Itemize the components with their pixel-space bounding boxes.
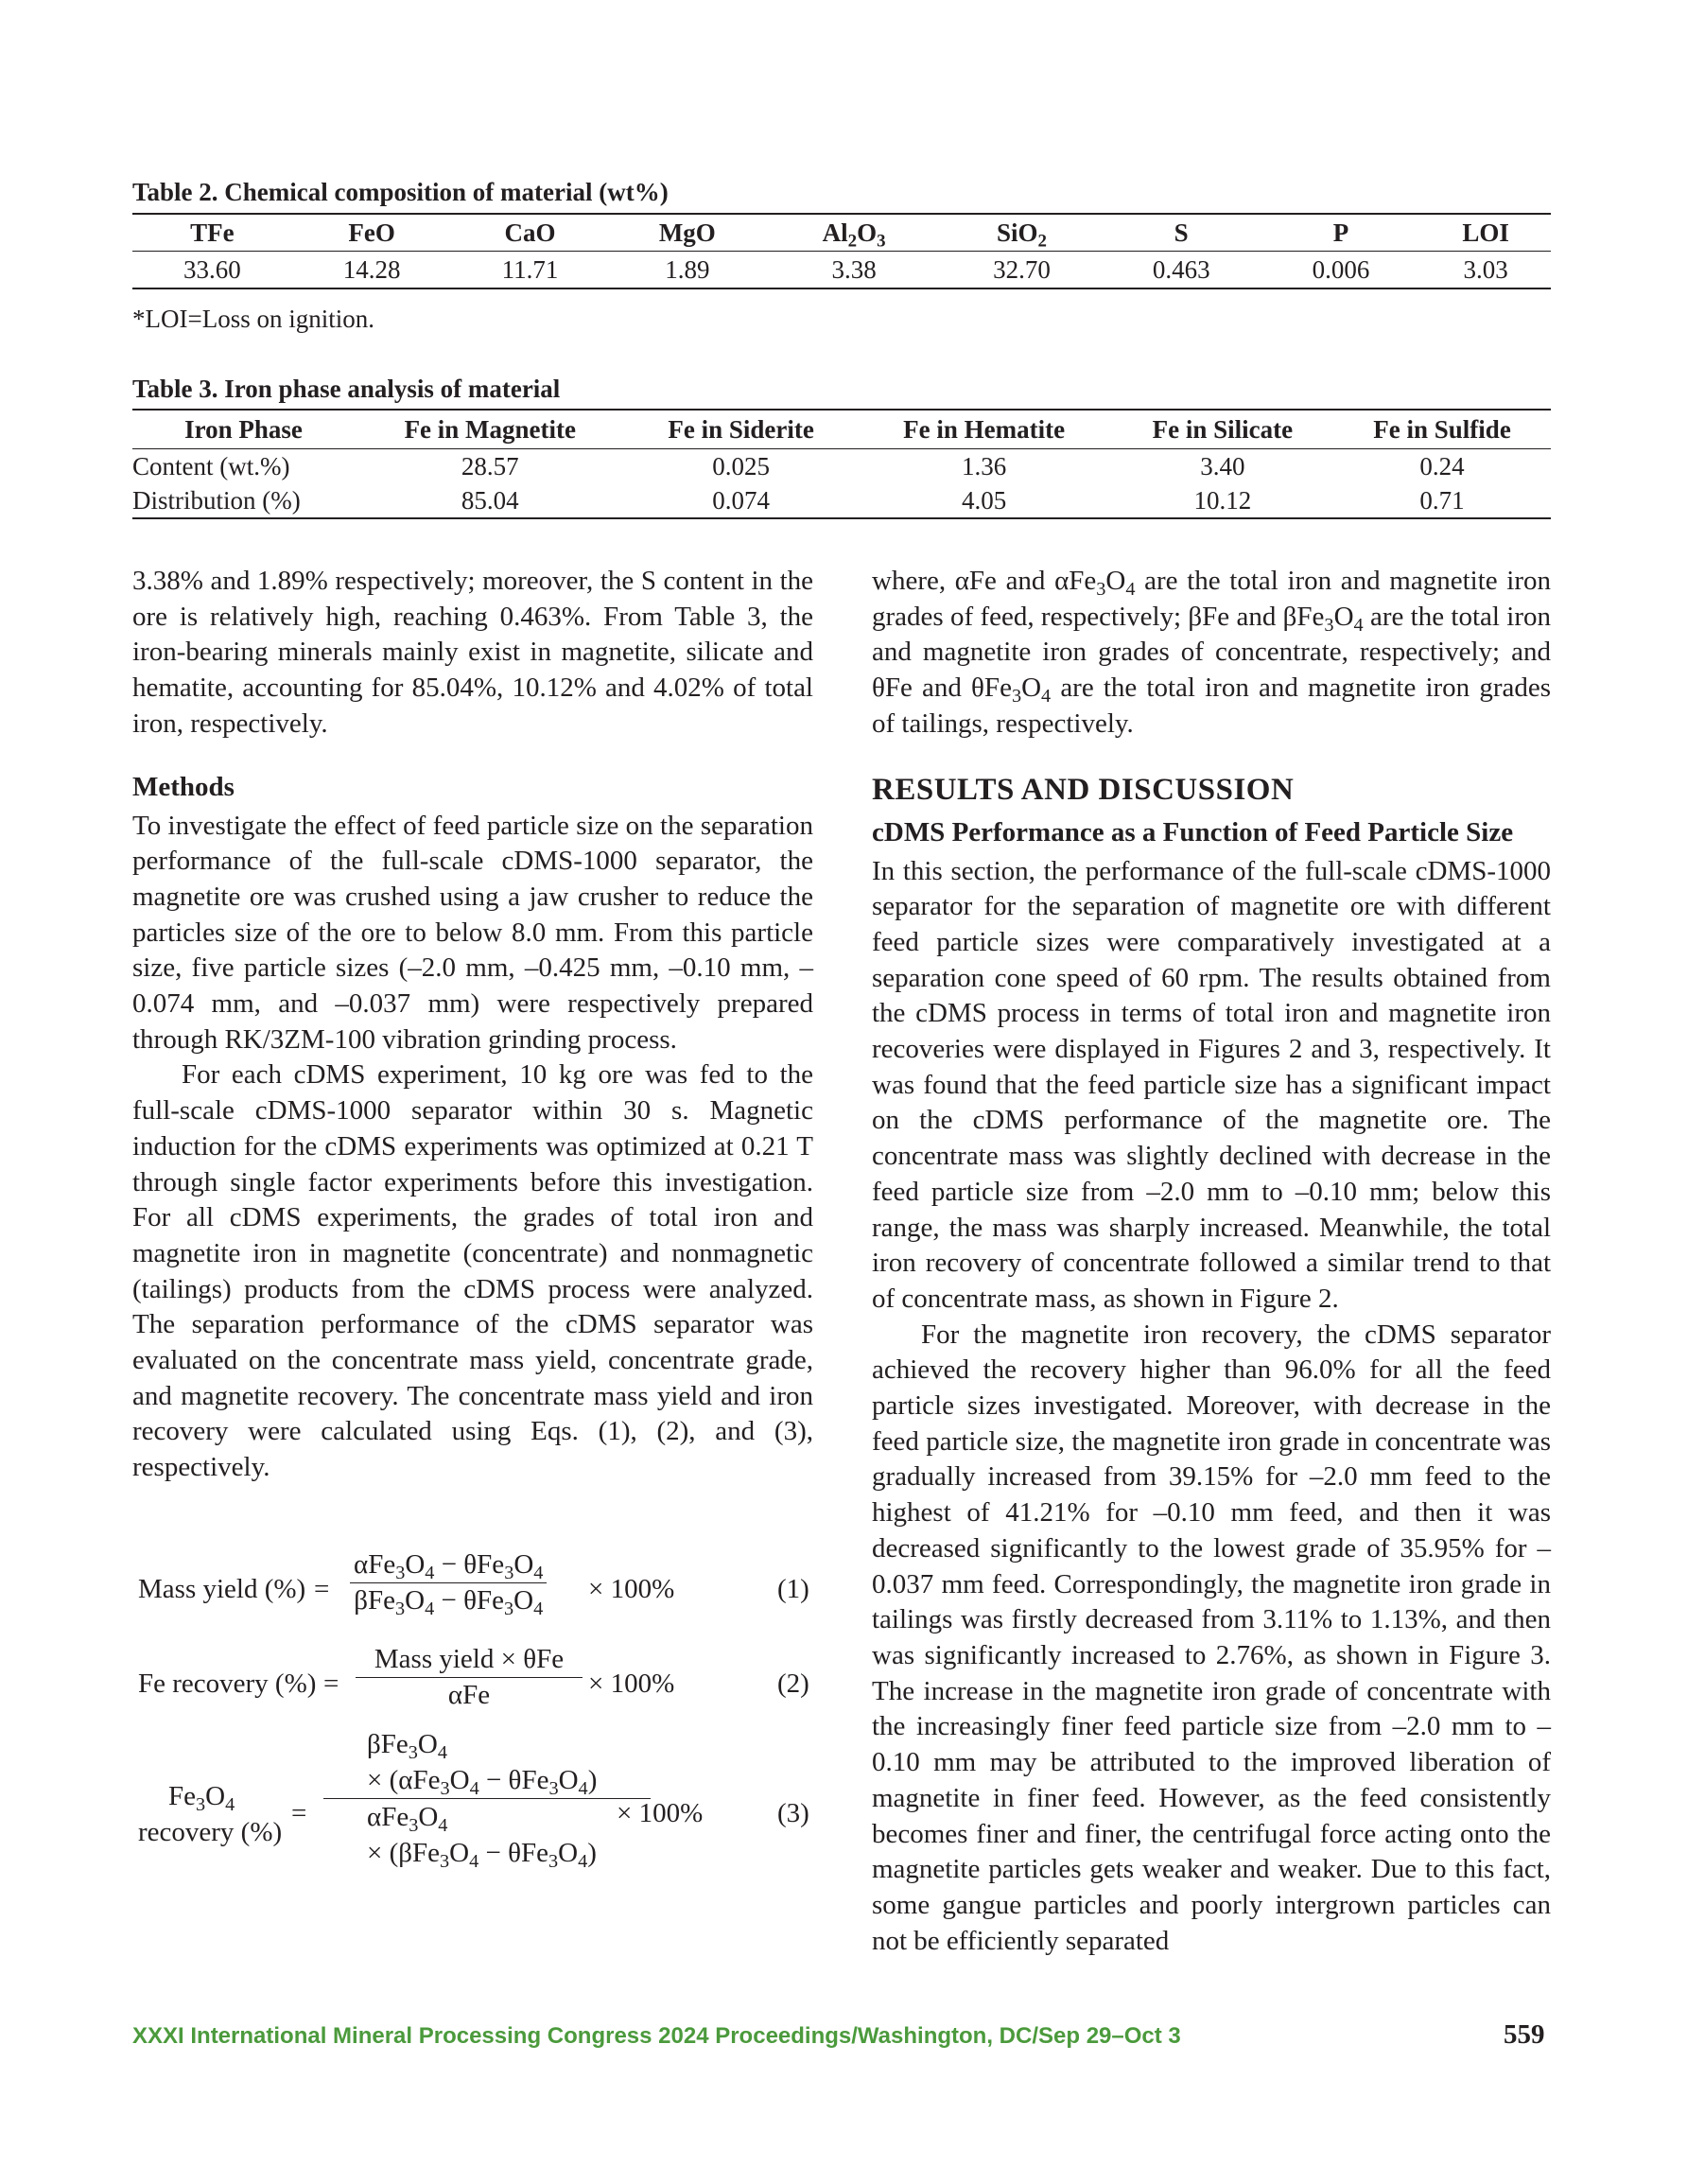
table2-cell: 14.28 [342,254,401,284]
table2-header-row [132,214,1551,252]
footer-text: XXXI International Mineral Processing Congress 2024 Proceedings/Washington, DC/Sep 29–Oct 3 [132,2023,1181,2049]
eq2-denominator: αFe [447,1680,491,1710]
equation-3 [138,1726,813,1906]
table3-cell: Content (wt.%) [132,451,290,480]
eq1-equals: = [314,1574,330,1604]
paragraph: For the magnetite iron recovery, the cDMS separator achieved the recovery higher than 96.0% for all the feed particle sizes investigated. Moreover, with decrease in the feed particle size, the magnetite iron grade in concentrate was gradually increased from 39.15% for –2.0 mm feed to the highest of 41.21% for –0.10 mm feed, and then it was decreased significantly to the lowest grade of 35.95% for –0.037 mm feed. Correspondingly, the magnetite iron grade in tailings was firstly decreased from 3.11% to 1.13%, and then was significantly increased to 2.76%, as shown in Figure 3. The increase in the magnetite iron grade of concentrate with the increasingly finer feed particle size from –2.0 mm to –0.10 mm may be attributed to the improved liberation of magnetite in finer feed. However, as the feed consistently becomes finer and finer, the centrifugal force acting onto the magnetite particles gets weaker and weaker. Due to this fact, some gangue particles and poorly intergrown particles can not be efficiently separated [872,1319,1551,1956]
table2 [132,213,1551,289]
table3-row [132,483,1551,518]
methods-heading: Methods [132,771,235,802]
table3 [132,409,1551,519]
eq3-den-line1: $\alpha Fe_3O_4$ [367,1802,448,1837]
eq2-numerator: Mass yield × θFe [356,1644,583,1678]
paragraph: In this section, the performance of the full-scale cDMS-1000 separator for the separation of magnetite ore with different feed particle sizes were comparatively investigated at a separation cone speed of 60 rpm. The results obtained from the cDMS process in terms of total iron and magnetite iron recoveries were displayed in Figures 2 and 3, respectively. It was found that the feed particle size has a significant impact on the cDMS performance of the magnetite ore. The concentrate mass was slightly declined with decrease in the feed particle size from –2.0 mm to –0.10 mm; below this range, the mass was sharply increased. Meanwhile, the total iron recovery of concentrate followed a similar trend to that of concentrate mass, as shown in Figure 2. [872,855,1551,1314]
table3-cell: 0.025 [712,451,770,480]
eq2-label: Fe recovery (%) [138,1669,317,1699]
table2-header: $Al_2O_3$ [766,214,942,252]
eq3-num-line1: $\beta Fe_3O_4$ [367,1729,447,1764]
eq1-number: (1) [777,1574,809,1604]
table2-cell: 0.006 [1312,254,1370,284]
eq2-equals: = [323,1669,339,1699]
table2-header: P [1261,214,1421,252]
eq3-number: (3) [777,1798,809,1828]
table2-caption: Table 2. Chemical composition of material (wt%) [132,178,669,206]
table3-header: Fe in Hematite [857,410,1112,449]
table3-cell: 28.57 [461,451,519,480]
table3-cell: 3.40 [1200,451,1245,480]
table2-cell: 11.71 [501,254,559,284]
table3-cell: 1.36 [961,451,1007,480]
table3-header: Fe in Siderite [626,410,857,449]
eq2-fraction [356,1644,583,1711]
paragraph: 3.38% and 1.89% respectively; moreover, the S content in the ore is relatively high, reaching 0.463%. From Table 3, the iron-bearing minerals mainly exist in magnetite, silicate and hematite, accounting for 85.04%, 10.12% and 4.02% of total iron, respectively. [132,566,813,739]
table2-cell: 1.89 [665,254,710,284]
eq1-fraction [350,1549,547,1620]
equation-2 [138,1644,813,1729]
eq3-den-line2: × $(\beta Fe_3O_4 - \theta Fe_3O_4)$ [367,1838,597,1873]
table2-note: *LOI=Loss on ignition. [132,305,374,333]
equation-1 [138,1549,813,1634]
table3-header-row [132,410,1551,449]
eq1-numerator: $\alpha Fe_3O_4 - \theta Fe_3O_4$ [350,1549,547,1583]
table3-header: Fe in Sulfide [1333,410,1551,449]
eq1-mult: × 100% [588,1574,675,1604]
table2-cell: 0.463 [1152,254,1210,284]
table2-cell: 32.70 [993,254,1051,284]
table2-header: MgO [608,214,766,252]
eq1-label: Mass yield (%) [138,1574,306,1604]
table2-header: CaO [452,214,609,252]
table2-row [132,252,1551,289]
left-column [132,564,813,1486]
right-column [872,564,1551,1959]
table2-header: S [1102,214,1261,252]
table2-cell: 3.38 [831,254,877,284]
table3-cell: 0.71 [1419,485,1465,515]
eq3-num-line2: × $(\alpha Fe_3O_4 - \theta Fe_3O_4)$ [323,1762,651,1799]
table2-header: SiO$_2$ [942,214,1102,252]
eq3-mult: × 100% [617,1798,704,1828]
table3-cell: 85.04 [461,485,519,515]
results-heading: RESULTS AND DISCUSSION [872,772,1295,807]
page-number: 559 [1504,2019,1545,2050]
eq3-equals: = [291,1798,307,1828]
table2-cell: 33.60 [183,254,241,284]
paragraph: where, αFe and $\alpha Fe_3O_4$ are the total iron and magnetite iron grades of feed, respectively; βFe and $\beta Fe_3O_4$ are the total iron and magnetite iron grades of concentrate, respectively; and θFe and $\theta Fe_3O_4$ are the total iron and magnetite iron grades of tailings, respectively. [872,566,1552,739]
table3-header: Iron Phase [132,410,355,449]
table3-cell: 0.074 [712,485,770,515]
table3-row [132,449,1551,484]
section-subheading: cDMS Performance as a Function of Feed Particle Size [872,816,1514,847]
table3-caption: Table 3. Iron phase analysis of material [132,375,561,403]
table2-header: LOI [1420,214,1551,252]
table3-cell: 0.24 [1419,451,1465,480]
eq1-denominator: $\beta Fe_3O_4 - \theta Fe_3O_4$ [354,1585,544,1620]
table3-header: Fe in Magnetite [355,410,626,449]
paragraph: For each cDMS experiment, 10 kg ore was fed to the full-scale cDMS-1000 separator within 30 s. Magnetic induction for the cDMS experiments was optimized at 0.21 T through single factor experiments before this investigation. For all cDMS experiments, the grades of total iron and magnetite iron in magnetite (concentrate) and nonmagnetic (tailings) products from the cDMS process were analyzed. The separation performance of the cDMS separator was evaluated on the concentrate mass yield, concentrate grade, and magnetite recovery. The concentrate mass yield and iron recovery were calculated using Eqs. (1), (2), and (3), respectively. [132,1059,813,1483]
table3-cell: 4.05 [961,485,1007,515]
table3-header: Fe in Silicate [1112,410,1334,449]
eq3-label-a: $Fe_3O_4$ [168,1781,235,1816]
table2-header: FeO [292,214,452,252]
table3-cell: 10.12 [1193,485,1252,515]
table2-header: TFe [132,214,292,252]
paragraph: To investigate the effect of feed particle size on the separation performance of the full-scale cDMS-1000 separator, the magnetite ore was crushed using a jaw crusher to reduce the particles size of the ore to below 8.0 mm. From this particle size, five particle sizes (–2.0 mm, –0.425 mm, –0.10 mm, –0.074 mm, and –0.037 mm) were respectively prepared through RK/3ZM-100 vibration grinding process. [132,810,813,1055]
eq2-number: (2) [777,1669,809,1699]
table3-cell: Distribution (%) [132,485,301,515]
table2-cell: 3.03 [1463,254,1508,284]
eq3-label-b: recovery (%) [138,1817,283,1847]
eq2-mult: × 100% [588,1669,675,1699]
